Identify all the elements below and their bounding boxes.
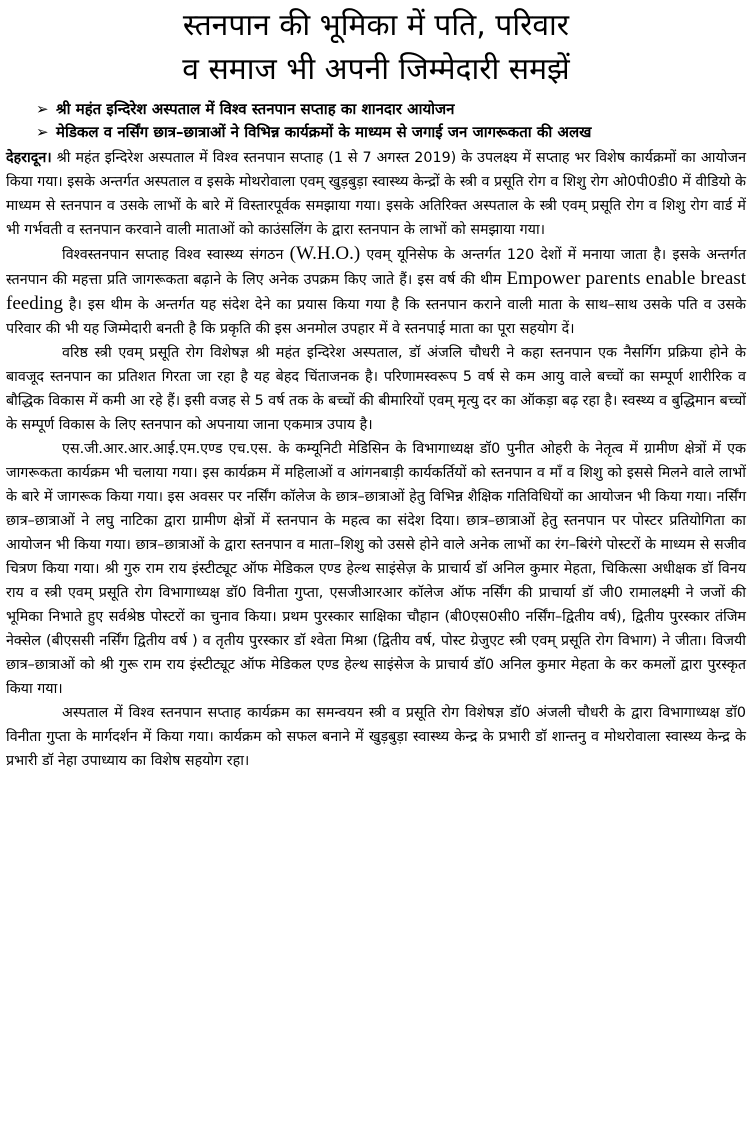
arrow-bullet-icon: ➢ xyxy=(36,123,49,141)
dateline: देहरादून। xyxy=(6,150,52,166)
paragraph-1 xyxy=(6,146,746,242)
paragraph-3: वरिष्ठ स्त्री एवम् प्रसूति रोग विशेषज्ञ श्री महंत इन्दिरेश अस्पताल, डॉ अंजलि चौधरी ने कहा स्तनपान एक नैसर्गिग प्रक्रिया होने के बावजूद स्तनपान का प्रतिशत गिरता जा रहा है यह बेहद चिंताजनक है। परिणामस्वरूप 5 वर्ष से कम आयु वाले बच्चों का सम्पूर्ण शारीरिक व बौद्धिक विकास में कमी आ रहे हैं। इसी वजह से 5 वर्ष तक के बच्चों की बीमारियों एवम् मृत्यु दर का ऑकड़ा बढ़ रहा है। स्वस्थ्य व बुद्धिमान बच्चों के सम्पूर्ण विकास के लिए स्तनपान को अपनाया जाना एकमात्र उपाय है। xyxy=(6,345,746,433)
paragraph-2-part-b: एवम् यूनिसेफ के अन्तर्गत 120 देशों में मनाया जाता है। इसके अन्तर्गत स्तनपान की महत्ता प्रति जागरूकता बढ़ाने के लिए अनेक उपक्रम किए जाते हैं। इस वर्ष की थीम xyxy=(6,247,747,288)
article-body xyxy=(6,146,746,773)
headline-line-1: स्तनपान की भूमिका में पति, परिवार xyxy=(182,8,570,43)
headline xyxy=(6,4,746,92)
paragraph-4: एस.जी.आर.आर.आई.एम.एण्ड एच.एस. के कम्यूनिटी मेडिसिन के विभागाध्यक्ष डॉ0 पुनीत ओहरी के नेतृत्व में ग्रामीण क्षेत्रों में एक जागरूकता कार्यक्रम भी चलाया गया। इस कार्यक्रम में महिलाओं व आंगनबाड़ी कार्यकर्तियों को स्तनपान व माँ व शिशु को इससे मिलने वाले लाभों के बारे में जागरूक किया गया। इस अवसर पर नर्सिंग कॉलेज के छात्र–छात्राओं हेतु विभिन्न शैक्षिक गतिविधियों का आयोजन भी किया गया। नर्सिंग छात्र–छात्राओं ने लघु नाटिका द्वारा ग्रामीण क्षेत्रों में स्तनपान के महत्व का संदेश दिया। छात्र–छात्राओं हेतु स्तनपान पर पोस्टर प्रतियोगिता का आयोजन भी किया गया। छात्र–छात्राओं के द्वारा स्तनपान व माता–शिशु को उससे होने वाले अनेक लाभों का रंग–बिरंगे पोस्टरों के माध्यम से सजीव चित्रण किया गया। श्री गुरु राम राय इंस्टीट्यूट ऑफ मेडिकल एण्ड हेल्थ साइंसेज़ के प्राचार्य डॉ अनिल कुमार मेहता, चिकित्सा अधीक्षक डॉ विनय राय व स्त्री एवम् प्रसूति रोग विभागाध्यक्ष डॉ0 विनीता गुप्ता, एसजीआरआर कॉलेज ऑफ नर्सिंग की प्राचार्या डॉ जी0 रामालक्ष्मी ने जजों की भूमिका निभाते हुए सर्वश्रेष्ठ पोस्टरों का चुनाव किया। प्रथम पुरस्कार साक्षिका चौहान (बी0एस0सी0 नर्सिंग–द्वितीय वर्ष), द्वितीय पुरस्कार तंजिम नेक्सेल (बीएससी नर्सिंग द्वितीय वर्ष ) व तृतीय पुरस्कार डॉ श्वेता मिश्रा (द्वितीय वर्ष, पोस्ट ग्रेजुएट स्त्री एवम् प्रसूति रोग विभाग) ने जीता। विजयी छात्र–छात्राओं को श्री गुरू राम राय इंस्टीट्यूट ऑफ मेडिकल एण्ड हेल्थ साइंसेज के प्राचार्य डॉ0 अनिल कुमार मेहता के कर कमलों द्वारा पुरस्कृत किया गया। xyxy=(6,441,746,697)
highlight-item xyxy=(6,98,746,121)
paragraph-2-part-c: है। इस थीम के अन्तर्गत यह संदेश देने का प्रयास किया गया है कि स्तनपान कराने वाली माता के साथ–साथ उसके पति व उसके परिवार की भी यह जिम्मेदारी बनती है कि प्रकृति की इस अनमोल उपहार में वे स्तनपाई माता का पूरा सहयोग दें। xyxy=(6,297,746,337)
highlight-text: मेडिकल व नर्सिंग छात्र–छात्राओं ने विभिन्न कार्यक्रमों के माध्यम से जगाई जन जागरूकता की अलख xyxy=(56,123,592,141)
headline-line-2: व समाज भी अपनी जिम्मेदारी समझें xyxy=(182,52,570,87)
highlight-text: श्री महंत इन्दिरेश अस्पताल में विश्व स्तनपान सप्ताह का शानदार आयोजन xyxy=(56,100,455,118)
who-label: (W.H.O.) xyxy=(289,243,361,264)
highlight-item xyxy=(6,121,746,144)
theme-label: Empower parents enable breast feeding xyxy=(6,268,746,314)
paragraph-5: अस्पताल में विश्व स्तनपान सप्ताह कार्यक्रम का समन्वयन स्त्री व प्रसूति रोग विशेषज्ञ डॉ0 अंजली चौधरी के द्वारा विभागाध्यक्ष डॉ0 विनीता गुप्ता के मार्गदर्शन में किया गया। कार्यक्रम को सफल बनाने में खुड़बुड़ा स्वास्थ्य केन्द्र के प्रभारी डॉ शान्तनु व मोथरोवाला स्वास्थ्य केन्द्र के प्रभारी डॉ नेहा उपाध्याय का विशेष सहयोग रहा। xyxy=(6,705,746,769)
paragraph-1-text: श्री महंत इन्दिरेश अस्पताल में विश्व स्तनपान सप्ताह (1 से 7 अगस्त 2019) के उपलक्ष्य में सप्ताह भर विशेष कार्यक्रमों का आयोजन किया गया। इसके अन्तर्गत अस्पताल व इसके मोथरोवाला एवम् खुड़बुड़ा स्वास्थ्य केन्द्रों के स्त्री व प्रसूति रोग व शिशु रोग ओ0पी0डी0 में वीडियो के माध्यम से स्तनपान व उसके लाभों के बारे में विस्तारपूर्वक समझाया गया। इसके अतिरिक्त अस्पताल के स्त्री एवम् प्रसूति रोग व शिशु रोग वार्ड में भी गर्भवती व स्तनपान करवाने वाली माताओं को काउंसलिंग के द्वारा स्तनपान के लाभों को समझाया गया। xyxy=(6,150,746,238)
paragraph-2 xyxy=(6,242,746,341)
arrow-bullet-icon: ➢ xyxy=(36,100,49,118)
highlight-list xyxy=(6,98,746,144)
paragraph-2-part-a: विश्वस्तनपान सप्ताह विश्व स्वास्थ्य संगठन xyxy=(62,247,290,263)
